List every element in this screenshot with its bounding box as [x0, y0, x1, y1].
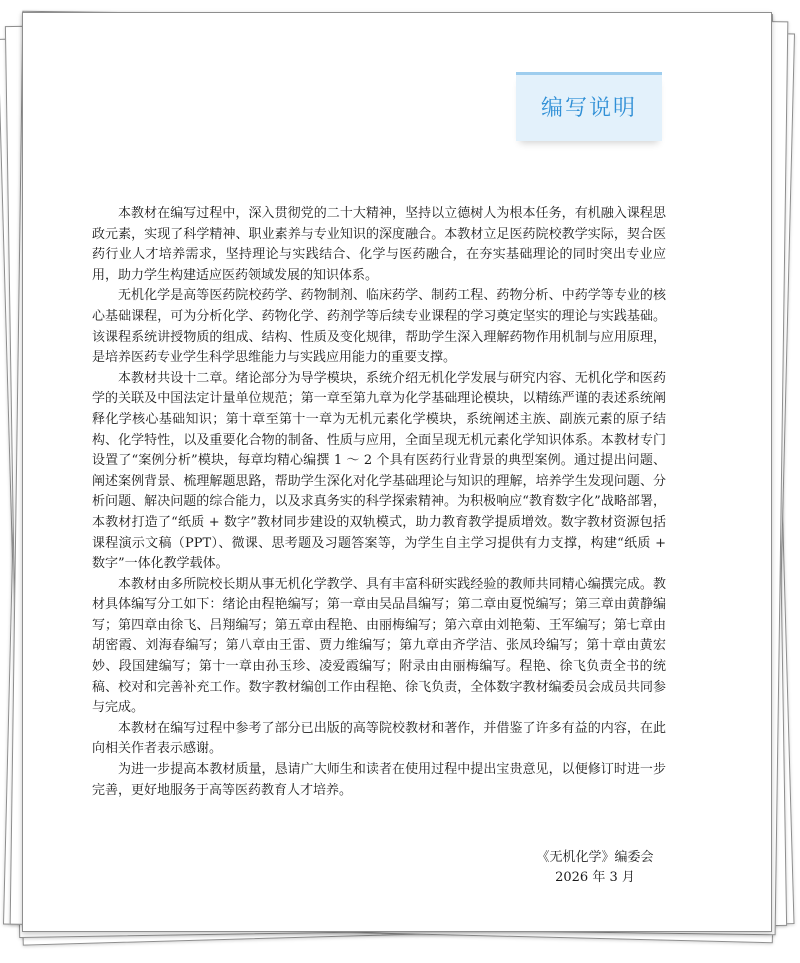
page-title: 编写说明 [540, 96, 637, 121]
paragraph-acknowledgement: 本教材在编写过程中参考了部分已出版的高等院校教材和著作，并借鉴了许多有益的内容，在此向相关作者表示感谢。 [92, 720, 666, 757]
paragraph-intro: 本教材在编写过程中，深入贯彻党的二十大精神，坚持以立德树人为根本任务，有机融入课程思政元素，实现了科学精神、职业素养与专业知识的深度融合。本教材立足医药院校教学实际，契合医药行业人才培养需求，坚持理论与实践结合、化学与医药融合，在夯实基础理论的同时突出专业应用，助力学生构建适应医药领域发展的知识体系。 [92, 206, 666, 283]
title-banner [516, 72, 662, 141]
paragraph-feedback: 为进一步提高本教材质量，恳请广大师生和读者在使用过程中提出宝贵意见，以便修订时进一步完善，更好地服务于高等医药教育人才培养。 [92, 762, 666, 798]
signature-committee: 《无机化学》编委会 [536, 850, 654, 865]
paragraph-authors: 本教材由多所院校长期从事无机化学教学、具有丰富科研实践经验的教师共同精心编撰完成。教材具体编写分工如下：绪论由程艳编写；第一章由吴品昌编写；第二章由夏悦编写；第三章由黄静编写；第四章由徐飞、吕翔编写；第五章由程艳、由丽梅编写；第六章由刘艳菊、王军编写；第七章由胡密霞、刘海春编写；第八章由王雷、贾力维编写；第九章由齐学洁、张凤玲编写；第十章由黄宏妙、段国建编写；第十一章由孙玉珍、凌爱霞编写；附录由由丽梅编写。程艳、徐飞负责全书的统稿、校对和完善补充工作。数字教材编创工作由程艳、徐飞负责，全体数字教材编委员会成员共同参与完成。 [92, 576, 666, 716]
signature-block [505, 848, 685, 888]
paragraph-structure: 本教材共设十二章。绪论部分为导学模块，系统介绍无机化学发展与研究内容、无机化学和医药学的关联及中国法定计量单位规范；第一章至第九章为化学基础理论模块，以精练严谨的表述系统阐释化学核心基础知识；第十章至第十一章为无机元素化学模块，系统阐述主族、副族元素的原子结构、化学特性，以及重要化合物的制备、性质与应用，全面呈现无机元素化学知识体系。本教材专门设置了“案例分析”模块，每章均精心编撰 1 ～ 2 个具有医药行业背景的典型案例。通过提出问题、阐述案例背景、梳理解题思路，帮助学生深化对化学基础理论与知识的理解，培养学生发现问题、分析问题、解决问题的综合能力，以及求真务实的科学探索精神。为积极响应“教育数字化”战略部署，本教材打造了“纸质 + 数字”教材同步建设的双轨模式，助力教育教学提质增效。数字教材资源包括课程演示文稿（PPT）、微课、思考题及习题答案等，为学生自主学习提供有力支撑，构建“纸质 + 数字”一体化教学载体。 [92, 370, 666, 572]
signature-date: 2026 年 3 月 [555, 870, 635, 885]
body-text [92, 204, 666, 801]
paragraph-course: 无机化学是高等医药院校药学、药物制剂、临床药学、制药工程、药物分析、中药学等专业的核心基础课程，可为分析化学、药物化学、药剂学等后续专业课程的学习奠定坚实的理论与实践基础。该课程系统讲授物质的组成、结构、性质及变化规律，帮助学生深入理解药物作用机制与应用原理，是培养医药专业学生科学思维能力与实践应用能力的重要支撑。 [92, 288, 666, 366]
